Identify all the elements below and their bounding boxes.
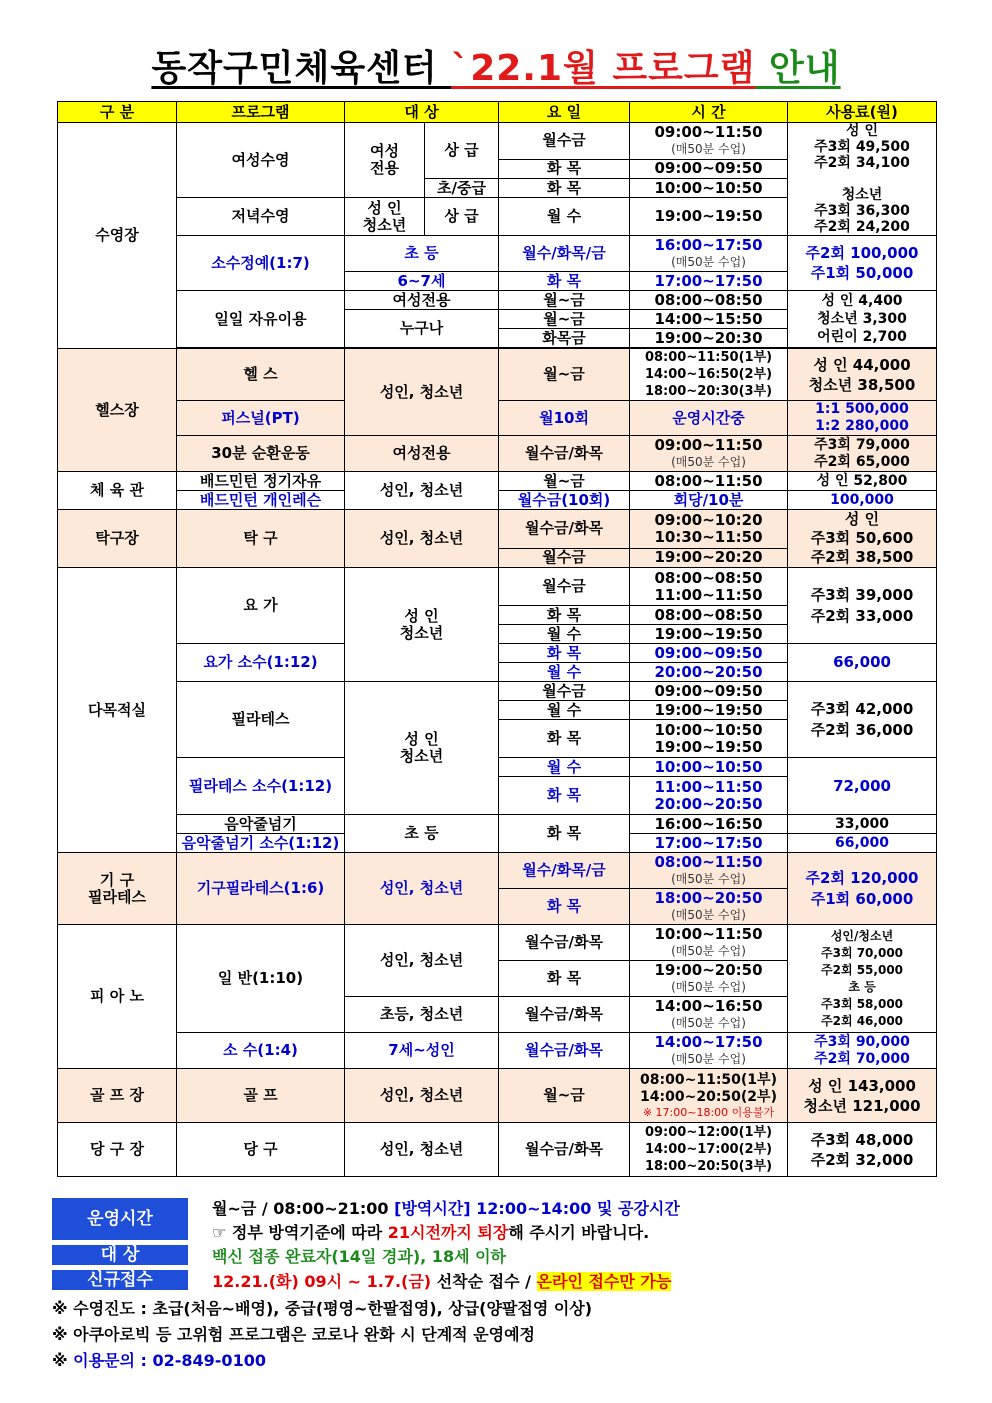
target-cell: 성 인 청소년 <box>345 198 425 236</box>
target-cell: 성인, 청소년 <box>345 1123 499 1177</box>
day-cell: 화 목 <box>499 889 630 925</box>
day-cell: 월수/화목/금 <box>499 236 630 272</box>
target-level: 초/중급 <box>425 178 499 197</box>
program-name: 30분 순환운동 <box>177 436 345 472</box>
time-cell: 17:00~17:50 <box>630 834 788 853</box>
target-cell: 성인, 청소년 <box>345 853 499 925</box>
time-cell: 08:00~11:50(1부) 14:00~16:50(2부) 18:00~20:30(3부) <box>630 349 788 401</box>
day-cell: 월~금 <box>499 310 630 329</box>
time-cell: 19:00~19:50 <box>630 701 788 720</box>
time-cell: 회당/10분 <box>630 491 788 510</box>
time-cell: 11:00~11:50 20:00~20:50 <box>630 777 788 815</box>
program-name: 소 수(1:4) <box>177 1033 345 1069</box>
day-cell: 화목금 <box>499 329 630 348</box>
day-cell: 월수금/화목 <box>499 1033 630 1069</box>
time-cell: 14:00~16:50 (매50분 수업) <box>630 997 788 1033</box>
time-cell: 10:00~10:50 <box>630 178 788 197</box>
day-cell: 월~금 <box>499 349 630 401</box>
time-cell: 14:00~15:50 <box>630 310 788 329</box>
program-name: 일 반(1:10) <box>177 925 345 1033</box>
time-cell: 09:00~11:50 (매50분 수업) <box>630 123 788 160</box>
day-cell: 월수금/화목 <box>499 997 630 1033</box>
header-fee: 사용료(원) <box>788 102 937 123</box>
table-row <box>58 925 937 961</box>
fee-cell: 주3회 48,000 주2회 32,000 <box>788 1123 937 1177</box>
program-name: 요 가 <box>177 568 345 644</box>
target-cell: 성 인 청소년 <box>345 568 499 682</box>
fee-cell: 성 인 4,400 청소년 3,300 어린이 2,700 <box>788 291 937 348</box>
day-cell: 월~금 <box>499 472 630 491</box>
table-row <box>58 123 937 160</box>
time-cell: 09:00~09:50 <box>630 644 788 663</box>
header-category: 구 분 <box>58 102 177 123</box>
target-level: 상 급 <box>425 198 499 236</box>
program-table <box>57 101 937 1177</box>
time-cell: 19:00~19:50 <box>630 625 788 644</box>
time-cell: 09:00~12:00(1부) 14:00~17:00(2부) 18:00~20:50(3부) <box>630 1123 788 1177</box>
operating-hours-line1: 월~금 / 08:00~21:00 [방역시간] 12:00~14:00 및 공강시간 <box>212 1199 680 1218</box>
time-cell: 08:00~11:50 (매50분 수업) <box>630 853 788 889</box>
header-program: 프로그램 <box>177 102 345 123</box>
table-row <box>58 815 937 834</box>
note-high-risk: ※ 아쿠아로빅 등 고위험 프로그램은 코로나 완화 시 단계적 운영예정 <box>52 1325 536 1344</box>
table-row <box>58 236 937 272</box>
section-hall: 체 육 관 <box>58 472 177 510</box>
day-cell: 월수금(10회) <box>499 491 630 510</box>
day-cell: 화 목 <box>499 720 630 758</box>
target-cell: 7세~성인 <box>345 1033 499 1069</box>
table-row <box>58 1069 937 1123</box>
time-cell: 08:00~08:50 11:00~11:50 <box>630 568 788 606</box>
header-day: 요 일 <box>499 102 630 123</box>
time-cell: 16:00~16:50 <box>630 815 788 834</box>
section-reformer: 기 구 필라테스 <box>58 853 177 925</box>
program-name: 필라테스 <box>177 682 345 758</box>
time-cell: 08:00~11:50 <box>630 472 788 491</box>
time-cell: 운영시간중 <box>630 401 788 436</box>
day-cell: 월수금 <box>499 682 630 701</box>
day-cell: 월수금/화목 <box>499 925 630 961</box>
day-cell: 화 목 <box>499 178 630 197</box>
target-cell: 6~7세 <box>345 272 499 291</box>
target-cell: 성인, 청소년 <box>345 349 499 436</box>
day-cell: 화 목 <box>499 272 630 291</box>
program-name: 당 구 <box>177 1123 345 1177</box>
program-name: 탁 구 <box>177 510 345 568</box>
time-cell: 19:00~20:20 <box>630 548 788 567</box>
day-cell: 월수금/화목 <box>499 1123 630 1177</box>
target-label: 대 상 <box>52 1245 188 1265</box>
target-text: 백신 접종 완료자(14일 경과), 18세 이하 <box>212 1247 507 1266</box>
time-cell: 10:00~10:50 19:00~19:50 <box>630 720 788 758</box>
day-cell: 월수/화목/금 <box>499 853 630 889</box>
day-cell: 월수금/화목 <box>499 510 630 549</box>
day-cell: 월 수 <box>499 663 630 682</box>
registration-label: 신규접수 <box>52 1270 188 1290</box>
program-name: 퍼스널(PT) <box>177 401 345 436</box>
target-cell: 성인, 청소년 <box>345 510 499 568</box>
fee-cell: 주3회 79,000 주2회 65,000 <box>788 436 937 472</box>
table-row <box>58 510 937 549</box>
fee-cell: 성 인 주3회 49,500 주2회 34,100 청소년 주3회 36,300 주2회 24,200 <box>788 123 937 236</box>
time-cell: 19:00~20:30 <box>630 329 788 348</box>
fee-cell: 주2회 100,000 주1회 50,000 <box>788 236 937 291</box>
time-cell: 20:00~20:50 <box>630 663 788 682</box>
note-contact: ※ 이용문의 : 02-849-0100 <box>52 1351 266 1370</box>
time-cell: 08:00~08:50 <box>630 291 788 310</box>
day-cell: 화 목 <box>499 815 630 853</box>
time-cell: 14:00~17:50 (매50분 수업) <box>630 1033 788 1069</box>
day-cell: 화 목 <box>499 777 630 815</box>
section-multipurpose: 다목적실 <box>58 568 177 853</box>
registration-text: 12.21.(화) 09시 ~ 1.7.(금) 선착순 접수 / 온라인 접수만 가능 <box>212 1272 672 1291</box>
target-cell: 성인, 청소년 <box>345 1069 499 1123</box>
program-name: 저녁수영 <box>177 198 345 236</box>
time-cell: 08:00~11:50(1부) 14:00~20:50(2부) ※ 17:00~18:00 이용불가 <box>630 1069 788 1123</box>
program-name: 음악줄넘기 <box>177 815 345 834</box>
target-cell: 성인, 청소년 <box>345 472 499 510</box>
section-swimming: 수영장 <box>58 123 177 349</box>
fee-cell: 주3회 39,000 주2회 33,000 <box>788 568 937 644</box>
day-cell: 월수금/화목 <box>499 436 630 472</box>
operating-hours-label: 운영시간 <box>52 1198 188 1240</box>
time-cell: 09:00~10:20 10:30~11:50 <box>630 510 788 549</box>
day-cell: 월~금 <box>499 291 630 310</box>
fee-cell: 성인/청소년 주3회 70,000 주2회 55,000 초 등 주3회 58,000 주2회 46,000 <box>788 925 937 1033</box>
time-cell: 16:00~17:50 (매50분 수업) <box>630 236 788 272</box>
target-cell: 성인, 청소년 <box>345 925 499 997</box>
day-cell: 월수금 <box>499 548 630 567</box>
note-swim-levels: ※ 수영진도 : 초급(처음~배영), 중급(평영~한팔접영), 상급(양팔접영 이상) <box>52 1299 593 1318</box>
time-cell: 19:00~19:50 <box>630 198 788 236</box>
day-cell: 월 수 <box>499 758 630 777</box>
target-level: 상 급 <box>425 123 499 179</box>
section-piano: 피 아 노 <box>58 925 177 1069</box>
time-cell: 10:00~10:50 <box>630 758 788 777</box>
program-name: 필라테스 소수(1:12) <box>177 758 345 815</box>
fee-cell: 66,000 <box>788 644 937 682</box>
target-cell: 초 등 <box>345 815 499 853</box>
time-cell: 08:00~08:50 <box>630 606 788 625</box>
table-row <box>58 436 937 472</box>
day-cell: 화 목 <box>499 606 630 625</box>
target-cell: 초등, 청소년 <box>345 997 499 1033</box>
fee-cell: 주2회 120,000 주1회 60,000 <box>788 853 937 925</box>
fee-cell: 1:1 500,000 1:2 280,000 <box>788 401 937 436</box>
day-cell: 월 수 <box>499 198 630 236</box>
section-golf: 골 프 장 <box>58 1069 177 1123</box>
time-cell: 18:00~20:50 (매50분 수업) <box>630 889 788 925</box>
day-cell: 화 목 <box>499 644 630 663</box>
fee-cell: 주3회 90,000 주2회 70,000 <box>788 1033 937 1069</box>
time-cell: 09:00~09:50 <box>630 682 788 701</box>
page-title: 동작구민체육센터 `22.1월 프로그램 안내 <box>151 48 841 89</box>
program-name: 기구필라테스(1:6) <box>177 853 345 925</box>
table-row <box>58 291 937 310</box>
program-name: 소수정예(1:7) <box>177 236 345 291</box>
program-name: 일일 자유이용 <box>177 291 345 348</box>
table-row <box>58 853 937 889</box>
time-cell: 19:00~20:50 (매50분 수업) <box>630 961 788 997</box>
target-cell: 초 등 <box>345 236 499 272</box>
section-table-tennis: 탁구장 <box>58 510 177 568</box>
day-cell: 화 목 <box>499 159 630 178</box>
target-cell: 여성전용 <box>345 291 499 310</box>
fee-cell: 성 인 44,000 청소년 38,500 <box>788 349 937 401</box>
fee-cell: 성 인 주3회 50,600 주2회 38,500 <box>788 510 937 568</box>
header-time: 시 간 <box>630 102 788 123</box>
program-name: 음악줄넘기 소수(1:12) <box>177 834 345 853</box>
day-cell: 월 수 <box>499 625 630 644</box>
table-row <box>58 472 937 491</box>
time-cell: 09:00~09:50 <box>630 159 788 178</box>
day-cell: 월10회 <box>499 401 630 436</box>
table-row <box>58 682 937 701</box>
target-cell: 누구나 <box>345 310 499 348</box>
header-target: 대 상 <box>345 102 499 123</box>
program-name: 여성수영 <box>177 123 345 198</box>
target-cell: 성 인 청소년 <box>345 682 499 815</box>
fee-cell: 66,000 <box>788 834 937 853</box>
section-billiards: 당 구 장 <box>58 1123 177 1177</box>
program-name: 배드민턴 개인레슨 <box>177 491 345 510</box>
fee-cell: 100,000 <box>788 491 937 510</box>
operating-hours-line2: ☞ 정부 방역기준에 따라 21시전까지 퇴장해 주시기 바랍니다. <box>212 1223 650 1242</box>
section-gym: 헬스장 <box>58 349 177 472</box>
day-cell: 월 수 <box>499 701 630 720</box>
program-name: 골 프 <box>177 1069 345 1123</box>
fee-cell: 72,000 <box>788 758 937 815</box>
program-name: 헬 스 <box>177 349 345 401</box>
time-cell: 10:00~11:50 (매50분 수업) <box>630 925 788 961</box>
fee-cell: 성 인 143,000 청소년 121,000 <box>788 1069 937 1123</box>
target-cell: 여성 전용 <box>345 123 425 198</box>
fee-cell: 주3회 42,000 주2회 36,000 <box>788 682 937 758</box>
fee-cell: 33,000 <box>788 815 937 834</box>
table-row <box>58 568 937 606</box>
table-row <box>58 1123 937 1177</box>
program-name: 배드민턴 정기자유 <box>177 472 345 491</box>
time-cell: 09:00~11:50 (매50분 수업) <box>630 436 788 472</box>
day-cell: 월수금 <box>499 568 630 606</box>
target-cell: 여성전용 <box>345 436 499 472</box>
program-name: 요가 소수(1:12) <box>177 644 345 682</box>
table-header <box>58 102 937 123</box>
table-row <box>58 349 937 401</box>
time-cell: 17:00~17:50 <box>630 272 788 291</box>
day-cell: 화 목 <box>499 961 630 997</box>
fee-cell: 성 인 52,800 <box>788 472 937 491</box>
day-cell: 월수금 <box>499 123 630 160</box>
day-cell: 월~금 <box>499 1069 630 1123</box>
table-row <box>58 1033 937 1069</box>
